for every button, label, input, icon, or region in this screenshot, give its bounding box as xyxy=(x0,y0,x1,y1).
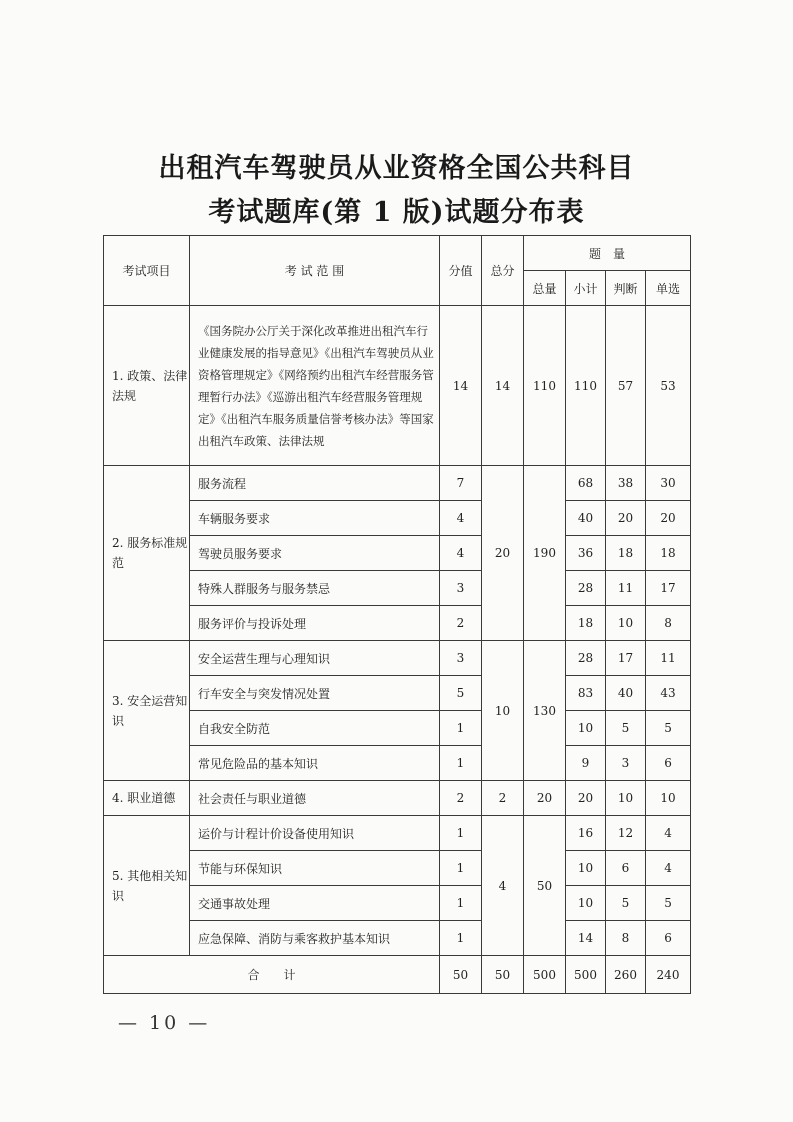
single-cell: 18 xyxy=(646,536,691,571)
section-total-count: 20 xyxy=(524,781,566,816)
header-score: 分值 xyxy=(440,236,482,306)
section-total-count: 190 xyxy=(524,466,566,641)
judge-cell: 10 xyxy=(606,606,646,641)
table-row xyxy=(104,306,691,466)
subtotal-cell: 83 xyxy=(566,676,606,711)
table-row xyxy=(104,851,691,886)
section-name: 3. 安全运营知识 xyxy=(104,641,190,781)
subtotal-cell: 10 xyxy=(566,851,606,886)
scope-cell: 驾驶员服务要求 xyxy=(190,536,440,571)
table-row xyxy=(104,921,691,956)
header-total: 总量 xyxy=(524,271,566,306)
totals-single: 240 xyxy=(646,956,691,994)
judge-cell: 20 xyxy=(606,501,646,536)
scope-cell: 《国务院办公厅关于深化改革推进出租汽车行业健康发展的指导意见》《出租汽车驾驶员从业资格管理规定》《网络预约出租汽车经营服务管理暂行办法》《巡游出租汽车经营服务管理规定》《出租汽车服务质量信誉考核办法》等国家出租汽车政策、法律法规 xyxy=(190,306,440,466)
single-cell: 11 xyxy=(646,641,691,676)
subtotal-cell: 28 xyxy=(566,571,606,606)
scope-cell: 行车安全与突发情况处置 xyxy=(190,676,440,711)
totals-score: 50 xyxy=(440,956,482,994)
section-total-score: 10 xyxy=(482,641,524,781)
totals-total-score: 50 xyxy=(482,956,524,994)
judge-cell: 40 xyxy=(606,676,646,711)
score-cell: 1 xyxy=(440,851,482,886)
single-cell: 4 xyxy=(646,816,691,851)
totals-judge: 260 xyxy=(606,956,646,994)
score-cell: 7 xyxy=(440,466,482,501)
subtotal-cell: 110 xyxy=(566,306,606,466)
subtotal-cell: 10 xyxy=(566,711,606,746)
judge-cell: 5 xyxy=(606,711,646,746)
scope-cell: 常见危险品的基本知识 xyxy=(190,746,440,781)
score-cell: 1 xyxy=(440,746,482,781)
table-row xyxy=(104,781,691,816)
scope-cell: 节能与环保知识 xyxy=(190,851,440,886)
table-row xyxy=(104,466,691,501)
score-cell: 2 xyxy=(440,781,482,816)
scope-cell: 安全运营生理与心理知识 xyxy=(190,641,440,676)
scope-cell: 特殊人群服务与服务禁忌 xyxy=(190,571,440,606)
table-row xyxy=(104,746,691,781)
judge-cell: 5 xyxy=(606,886,646,921)
single-cell: 20 xyxy=(646,501,691,536)
table-row xyxy=(104,606,691,641)
single-cell: 53 xyxy=(646,306,691,466)
subtotal-cell: 68 xyxy=(566,466,606,501)
judge-cell: 8 xyxy=(606,921,646,956)
judge-cell: 11 xyxy=(606,571,646,606)
score-cell: 3 xyxy=(440,641,482,676)
single-cell: 10 xyxy=(646,781,691,816)
header-total-score: 总分 xyxy=(482,236,524,306)
single-cell: 17 xyxy=(646,571,691,606)
single-cell: 30 xyxy=(646,466,691,501)
judge-cell: 57 xyxy=(606,306,646,466)
single-cell: 4 xyxy=(646,851,691,886)
subtotal-cell: 20 xyxy=(566,781,606,816)
page-number: — 10 — xyxy=(118,1012,211,1034)
section-total-count: 110 xyxy=(524,306,566,466)
subtotal-cell: 10 xyxy=(566,886,606,921)
header-subtotal: 小计 xyxy=(566,271,606,306)
subtotal-cell: 36 xyxy=(566,536,606,571)
subtotal-cell: 28 xyxy=(566,641,606,676)
single-cell: 5 xyxy=(646,711,691,746)
judge-cell: 10 xyxy=(606,781,646,816)
single-cell: 5 xyxy=(646,886,691,921)
header-judge: 判断 xyxy=(606,271,646,306)
section-total-score: 14 xyxy=(482,306,524,466)
scope-cell: 应急保障、消防与乘客救护基本知识 xyxy=(190,921,440,956)
judge-cell: 6 xyxy=(606,851,646,886)
single-cell: 6 xyxy=(646,921,691,956)
header-question-count: 题 量 xyxy=(524,236,691,271)
section-total-count: 50 xyxy=(524,816,566,956)
section-name: 4. 职业道德 xyxy=(104,781,190,816)
score-cell: 4 xyxy=(440,536,482,571)
judge-cell: 18 xyxy=(606,536,646,571)
table-row xyxy=(104,501,691,536)
single-cell: 43 xyxy=(646,676,691,711)
subtotal-cell: 9 xyxy=(566,746,606,781)
table-row xyxy=(104,536,691,571)
score-cell: 2 xyxy=(440,606,482,641)
judge-cell: 38 xyxy=(606,466,646,501)
header-scope: 考 试 范 围 xyxy=(190,236,440,306)
section-total-score: 2 xyxy=(482,781,524,816)
totals-row xyxy=(104,956,691,994)
score-cell: 5 xyxy=(440,676,482,711)
totals-subtotal: 500 xyxy=(566,956,606,994)
section-name: 2. 服务标准规范 xyxy=(104,466,190,641)
section-total-count: 130 xyxy=(524,641,566,781)
scope-cell: 服务流程 xyxy=(190,466,440,501)
subtotal-cell: 16 xyxy=(566,816,606,851)
document-title-line2: 考试题库(第 1 版)试题分布表 xyxy=(208,197,585,228)
table-row xyxy=(104,641,691,676)
judge-cell: 3 xyxy=(606,746,646,781)
section-total-score: 4 xyxy=(482,816,524,956)
judge-cell: 17 xyxy=(606,641,646,676)
score-cell: 1 xyxy=(440,711,482,746)
scope-cell: 交通事故处理 xyxy=(190,886,440,921)
judge-cell: 12 xyxy=(606,816,646,851)
score-cell: 14 xyxy=(440,306,482,466)
totals-label: 合 计 xyxy=(104,956,440,994)
score-cell: 4 xyxy=(440,501,482,536)
subtotal-cell: 18 xyxy=(566,606,606,641)
header-single: 单选 xyxy=(646,271,691,306)
header-project: 考试项目 xyxy=(104,236,190,306)
subtotal-cell: 40 xyxy=(566,501,606,536)
single-cell: 6 xyxy=(646,746,691,781)
scope-cell: 车辆服务要求 xyxy=(190,501,440,536)
table-row xyxy=(104,816,691,851)
question-distribution-table xyxy=(103,235,691,994)
scope-cell: 自我安全防范 xyxy=(190,711,440,746)
scope-cell: 服务评价与投诉处理 xyxy=(190,606,440,641)
scope-cell: 运价与计程计价设备使用知识 xyxy=(190,816,440,851)
scope-cell: 社会责任与职业道德 xyxy=(190,781,440,816)
subtotal-cell: 14 xyxy=(566,921,606,956)
section-total-score: 20 xyxy=(482,466,524,641)
score-cell: 1 xyxy=(440,886,482,921)
table-row xyxy=(104,571,691,606)
table-row xyxy=(104,676,691,711)
totals-total: 500 xyxy=(524,956,566,994)
score-cell: 3 xyxy=(440,571,482,606)
single-cell: 8 xyxy=(646,606,691,641)
score-cell: 1 xyxy=(440,921,482,956)
section-name: 1. 政策、法律法规 xyxy=(104,306,190,466)
score-cell: 1 xyxy=(440,816,482,851)
table-row xyxy=(104,886,691,921)
section-name: 5. 其他相关知识 xyxy=(104,816,190,956)
table-row xyxy=(104,711,691,746)
document-title-line1: 出租汽车驾驶员从业资格全国公共科目 xyxy=(158,153,635,184)
